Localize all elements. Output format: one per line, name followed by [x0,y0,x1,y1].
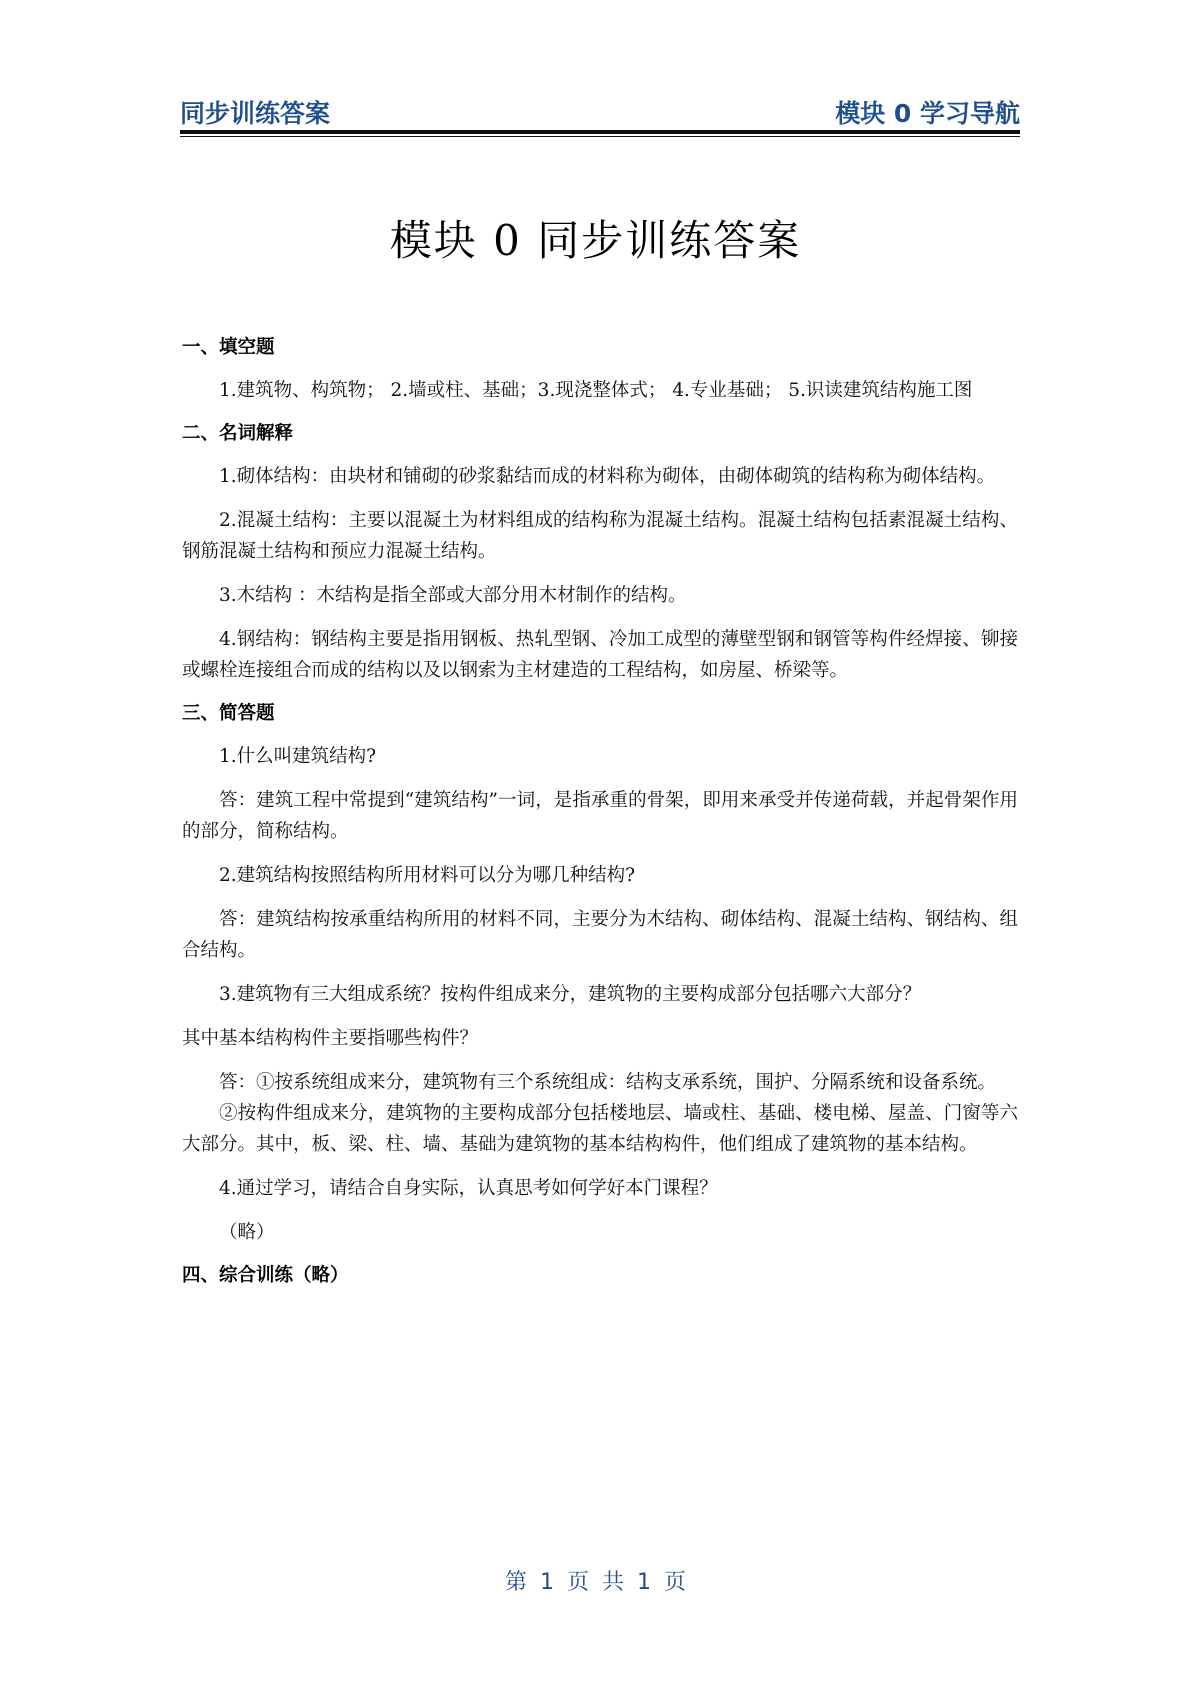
answer-4: （略） [219,1222,275,1243]
running-header [180,90,1020,130]
question-2: 2.建筑结构按照结构所用材料可以分为哪几种结构? [219,865,636,886]
section-heading-comprehensive: 四、综合训练（略） [182,1265,349,1286]
header-right-title: 模块 0 学习导航 [835,99,1020,128]
page-number-footer: 第 1 页 共 1 页 [505,1570,686,1595]
section-heading-fill-blank: 一、填空题 [182,337,275,358]
fill-blank-answers: 1.建筑物、构筑物； 2.墙或柱、基础；3.现浇整体式； 4.专业基础； 5.识读建筑结构施工图 [219,380,973,401]
term-steel: 4.钢结构：钢结构主要是指用钢板、热轧型钢、冷加工成型的薄壁型钢和钢管等构件经焊接、铆接或螺栓连接组合而成的结构以及以钢索为主材建造的工程结构，如房屋、桥梁等。 [182,629,1018,681]
answer-3-part-2: ②按构件组成来分，建筑物的主要构成部分包括楼地层、墙或柱、基础、楼电梯、屋盖、门窗等六大部分。其中，板、梁、柱、墙、基础为建筑物的基本结构构件，他们组成了建筑物的基本结构。 [182,1103,1018,1155]
header-rule-thick [180,130,1020,134]
term-timber: 3.木结构 ：木结构是指全部或大部分用木材制作的结构。 [219,585,687,606]
term-concrete: 2.混凝土结构：主要以混凝土为材料组成的结构称为混凝土结构。混凝土结构包括素混凝土结构、钢筋混凝土结构和预应力混凝土结构。 [182,510,1018,562]
header-left-title: 同步训练答案 [180,99,331,128]
header-rule-thin [180,136,1020,137]
section-heading-short-answer: 三、简答题 [182,703,275,724]
question-4: 4.通过学习，请结合自身实际，认真思考如何学好本门课程？ [219,1178,718,1199]
document-body [182,333,1018,1303]
question-3: 3.建筑物有三大组成系统？按构件组成来分，建筑物的主要构成部分包括哪六大部分？ [219,984,922,1005]
section-heading-terms: 二、名词解释 [182,423,294,444]
document-title: 模块 0 同步训练答案 [389,216,802,265]
question-1: 1.什么叫建筑结构? [219,746,377,767]
answer-2: 答：建筑结构按承重结构所用的材料不同，主要分为木结构、砌体结构、混凝土结构、钢结构、组合结构。 [182,909,1018,961]
answer-1: 答：建筑工程中常提到“建筑结构”一词，是指承重的骨架，即用来承受并传递荷载，并起骨架作用的部分，简称结构。 [182,790,1018,842]
term-masonry: 1.砌体结构：由块材和铺砌的砂浆黏结而成的材料称为砌体，由砌体砌筑的结构称为砌体结构。 [219,466,996,487]
question-3-continued: 其中基本结构构件主要指哪些构件？ [182,1028,479,1049]
answer-3-part-1: 答：①按系统组成来分，建筑物有三个系统组成：结构支承系统，围护、分隔系统和设备系统。 [219,1072,997,1093]
